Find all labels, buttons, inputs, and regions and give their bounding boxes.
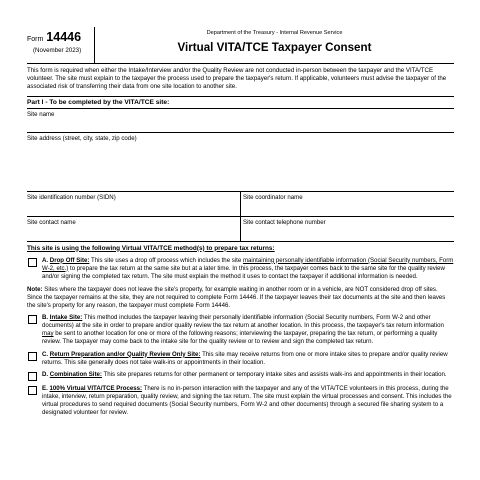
option-b-checkbox[interactable]	[28, 315, 37, 324]
sidn-label: Site identification number (SIDN)	[27, 193, 116, 201]
sidn-field[interactable]	[27, 192, 241, 217]
option-a-body-2: to prepare the tax return at the same site but at a later time. In this process, the taxpayer comes back to the same site for the quality review and/or signing the completed tax return. The site must explain the method it uses to contact the taxpayer if additional information is needed.	[42, 264, 445, 280]
form-id-box	[27, 27, 95, 63]
contact-row	[27, 217, 454, 242]
option-e-text	[42, 385, 454, 417]
note-text: Sites where the taxpayer does not leave the site's property, for example waiting in another room or in a vehicle, are NOT considered drop off sites. Since the taxpayer remains at the site, they are not required to complete Form 14446. If the taxpayer leaves their tax documents at the site and then leaves the site's property for any reason, the taxpayer must complete Form 14446.	[27, 285, 446, 310]
site-name-field[interactable]	[27, 109, 454, 133]
option-b-underlined: may	[42, 330, 54, 338]
methods-heading: This site is using the following Virtual VITA/TCE method(s) to prepare tax returns:	[27, 244, 275, 252]
site-address-field[interactable]	[27, 133, 454, 192]
option-e	[27, 385, 454, 417]
contact-name-label: Site contact name	[27, 218, 76, 226]
option-c-text	[42, 351, 454, 367]
option-a	[27, 257, 454, 281]
option-c-letter: C.	[42, 350, 49, 358]
contact-name-field[interactable]	[27, 217, 241, 242]
option-d	[27, 371, 454, 381]
option-a-text	[42, 257, 454, 281]
option-e-label	[42, 385, 142, 392]
option-b-text	[42, 314, 454, 346]
form-page	[27, 27, 454, 417]
option-c	[27, 351, 454, 367]
option-c-name: Return Preparation and/or Quality Review Only Site:	[49, 350, 201, 358]
option-b	[27, 314, 454, 346]
option-e-body: There is no in-person interaction with the taxpayer and any of the VITA/TCE volunteers in this process, during the intake, interview, return preparation, quality review, and signing the tax return. The site must explain the virtual processes and consent. This includes the virtual procedures to send required documents (Social Security numbers, Form W-2 and other documents) through a secured file sharing system to a designated volunteer for review.	[42, 384, 452, 417]
option-e-name: 100% Virtual VITA/TCE Process:	[49, 384, 143, 392]
form-word: Form	[27, 36, 44, 43]
part-1-heading: Part I - To be completed by the VITA/TCE site:	[27, 96, 454, 109]
sidn-coordinator-row	[27, 192, 454, 217]
form-title: Virtual VITA/TCE Taxpayer Consent	[177, 40, 372, 54]
option-c-checkbox[interactable]	[28, 352, 37, 361]
coordinator-field[interactable]	[241, 192, 454, 217]
option-d-checkbox[interactable]	[28, 372, 37, 381]
note-label: Note:	[27, 285, 43, 293]
option-d-letter: D.	[42, 370, 49, 378]
form-number: 14446	[46, 30, 82, 44]
intro-paragraph: This form is required when either the Intake/Interview and/or the Quality Review are not conducted in-person between the taxpayer and the VITA/TCE volunteer. The site must explain to the taxpayer the process used to prepare the taxpayer's return. If applicable, volunteers must advise the taxpayer of the associated risk of transferring their data from one site location to another site.	[27, 67, 447, 91]
form-number-line	[27, 31, 94, 44]
option-d-label	[42, 371, 102, 378]
option-e-letter: E.	[42, 384, 48, 392]
site-name-label: Site name	[27, 110, 55, 118]
option-e-checkbox[interactable]	[28, 386, 37, 395]
contact-phone-label: Site contact telephone number	[243, 218, 326, 226]
option-a-body-1: This site uses a drop off process which includes the site	[89, 256, 243, 264]
form-header	[27, 27, 454, 64]
option-d-text	[42, 371, 454, 381]
option-b-letter: B.	[42, 314, 49, 322]
option-a-underlined: maintaining personally identifiable information (Social Security numbers, Form W-2, etc.)	[42, 256, 454, 272]
option-b-name: Intake Site:	[49, 314, 83, 322]
option-a-letter: A.	[42, 256, 49, 264]
title-box	[95, 27, 454, 63]
option-d-name: Combination Site:	[49, 370, 102, 378]
option-b-body-2: be sent to another location for one or more of the following reasons; interviewing the taxpayer, preparing the tax return, or performing a quality review. The taxpayer may come back to the intake site for the quality review or to review and sign the completed tax return.	[42, 330, 438, 346]
option-c-body: This site may receive returns from one or more intake sites to prepare and/or quality review returns. This site generally does not take walk-ins or appointments in their location.	[42, 350, 448, 366]
option-b-body-1: This method includes the taxpayer leaving their personally identifiable information (Social Security numbers, Form W-2 and other documents) at the site in order to prepare and/or quality review the tax return at another location. In this process, the taxpayer's tax return information	[42, 314, 444, 330]
drop-off-note	[27, 286, 454, 310]
option-a-label	[42, 257, 89, 264]
contact-phone-field[interactable]	[241, 217, 454, 242]
option-a-name: Drop Off Site:	[49, 256, 90, 264]
form-revision: (November 2023)	[33, 46, 82, 54]
option-a-checkbox[interactable]	[28, 258, 37, 267]
option-d-body: This site prepares returns for other permanent or temporary intake sites and assists walk-ins and appointments in their location.	[101, 370, 447, 378]
agency-name: Department of the Treasury - Internal Revenue Service	[206, 30, 343, 36]
coordinator-label: Site coordinator name	[243, 193, 303, 201]
option-c-label	[42, 351, 200, 358]
site-address-label: Site address (street, city, state, zip code)	[27, 134, 137, 142]
option-b-label	[42, 314, 82, 321]
